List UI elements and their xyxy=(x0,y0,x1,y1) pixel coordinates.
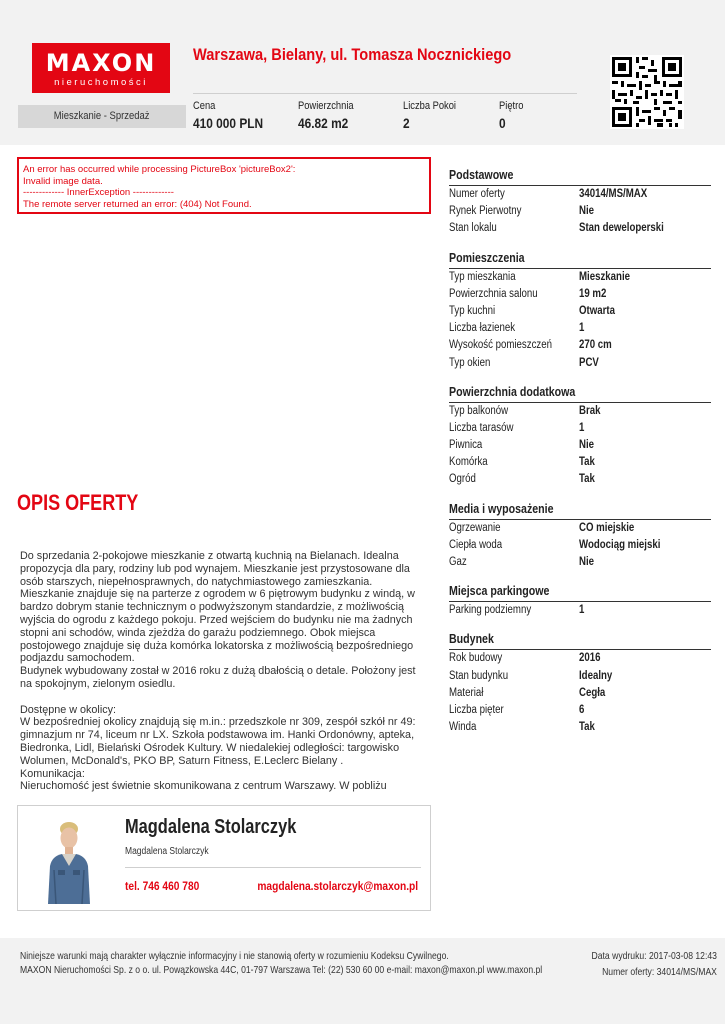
spec-row xyxy=(449,454,711,471)
spec-value: Tak xyxy=(579,456,595,469)
offer-heading: OPIS OFERTY xyxy=(17,490,139,515)
footer-meta xyxy=(564,949,717,979)
spec-section-title-text: Powierzchnia dodatkowa xyxy=(449,384,576,399)
agent-subtitle: Magdalena Stolarczyk xyxy=(125,846,209,857)
spec-row xyxy=(449,602,711,619)
spec-section-title xyxy=(449,385,711,403)
spec-value: 1 xyxy=(579,322,585,335)
spec-row xyxy=(449,320,711,337)
spec-value: PCV xyxy=(579,356,599,369)
logo-brand: MAXON xyxy=(45,49,157,77)
spec-row xyxy=(449,403,711,420)
spec-value: 19 m2 xyxy=(579,287,607,300)
maxon-logo[interactable] xyxy=(32,43,170,93)
fact-area xyxy=(298,100,363,131)
error-line: The remote server returned an error: (404) Not Found. xyxy=(23,198,252,210)
spec-value: Nie xyxy=(579,205,595,218)
footer-company-info: MAXON Nieruchomości Sp. z o o. ul. Powązkowska 44C, 01-797 Warszawa Tel: (22) 530 60 00 e-mail: maxon@maxon.pl www.maxon.pl xyxy=(20,964,543,976)
agent-photo xyxy=(40,814,98,904)
spec-row xyxy=(449,286,711,303)
spec-section-media xyxy=(449,502,711,572)
spec-row xyxy=(449,520,711,537)
fact-floor xyxy=(499,100,528,131)
spec-value: 6 xyxy=(579,703,585,716)
spec-key: Typ okien xyxy=(449,356,491,369)
spec-key: Typ kuchni xyxy=(449,304,496,317)
property-address: Warszawa, Bielany, ul. Tomasza Nocznickiego xyxy=(193,45,512,64)
spec-key: Rok budowy xyxy=(449,652,503,665)
spec-value: Cegła xyxy=(579,686,606,699)
spec-value: 270 cm xyxy=(579,339,612,352)
logo-subtitle: nieruchomości xyxy=(54,77,148,88)
spec-row xyxy=(449,220,711,237)
spec-value: 1 xyxy=(579,421,585,434)
fact-label: Piętro xyxy=(499,100,524,112)
spec-value: CO miejskie xyxy=(579,521,635,534)
fact-price xyxy=(193,100,276,131)
spec-section-title-text: Miejsca parkingowe xyxy=(449,584,550,599)
spec-key: Piwnica xyxy=(449,439,483,452)
spec-value: Otwarta xyxy=(579,304,615,317)
spec-value: Mieszkanie xyxy=(579,270,631,283)
spec-section-parking xyxy=(449,584,711,619)
spec-value: Wodociąg miejski xyxy=(579,538,661,551)
spec-key: Powierzchnia salonu xyxy=(449,287,538,300)
agent-email-link[interactable]: magdalena.stolarczyk@maxon.pl xyxy=(257,879,418,893)
spec-value: Stan deweloperski xyxy=(579,222,664,235)
spec-row xyxy=(449,337,711,354)
spec-section-title xyxy=(449,502,711,520)
spec-section-title-text: Podstawowe xyxy=(449,168,514,182)
agent-phone-link[interactable]: tel. 746 460 780 xyxy=(125,879,200,893)
spec-row xyxy=(449,303,711,320)
spec-key: Winda xyxy=(449,721,477,734)
spec-section-title-text: Media i wyposażenie xyxy=(449,501,554,516)
agent-name: Magdalena Stolarczyk xyxy=(125,816,297,838)
spec-value: Nie xyxy=(579,439,595,452)
spec-key: Ogród xyxy=(449,473,476,486)
fact-rooms xyxy=(403,100,465,131)
spec-key: Stan budynku xyxy=(449,669,509,682)
spec-row xyxy=(449,537,711,554)
spec-row xyxy=(449,269,711,286)
spec-value: 34014/MS/MAX xyxy=(579,188,648,200)
spec-key: Ogrzewanie xyxy=(449,521,501,534)
spec-row xyxy=(449,471,711,488)
spec-row xyxy=(449,203,711,220)
spec-section-title xyxy=(449,168,711,186)
spec-value: Nie xyxy=(579,556,595,568)
footer xyxy=(0,938,725,1024)
spec-row xyxy=(449,420,711,437)
spec-value: Tak xyxy=(579,473,595,486)
qr-code-icon xyxy=(610,55,684,129)
spec-key: Liczba pięter xyxy=(449,703,504,716)
spec-row xyxy=(449,186,711,203)
print-date: Data wydruku: 2017-03-08 12:43 xyxy=(591,950,717,962)
footer-legal xyxy=(20,949,542,977)
spec-row xyxy=(449,719,711,736)
spec-key: Liczba łazienek xyxy=(449,322,516,335)
spec-section-title-text: Pomieszczenia xyxy=(449,250,525,265)
spec-key: Ciepła woda xyxy=(449,538,503,551)
footer-disclaimer: Niniejsze warunki mają charakter wyłącznie informacyjny i nie stanowią oferty w rozumieniu Kodeksu Cywilnego. xyxy=(20,950,449,962)
spec-row xyxy=(449,685,711,702)
spec-row xyxy=(449,668,711,685)
spec-section-basic xyxy=(449,168,711,238)
fact-value: 0 xyxy=(499,115,506,131)
agent-card xyxy=(17,805,431,911)
spec-row xyxy=(449,437,711,454)
spec-section-title xyxy=(449,632,711,650)
spec-value: Brak xyxy=(579,404,601,417)
spec-section-extra-area xyxy=(449,385,711,489)
spec-section-building xyxy=(449,632,711,736)
spec-value: Idealny xyxy=(579,669,613,682)
spec-key: Stan lokalu xyxy=(449,222,497,235)
spec-key: Typ balkonów xyxy=(449,404,509,417)
spec-key: Rynek Pierwotny xyxy=(449,205,522,218)
spec-key: Numer oferty xyxy=(449,188,505,200)
spec-panel xyxy=(449,168,711,749)
error-line: ------------- InnerException ------------- xyxy=(23,187,174,198)
fact-label: Liczba Pokoi xyxy=(403,100,457,112)
fact-label: Cena xyxy=(193,100,216,112)
address-divider xyxy=(193,93,577,94)
footer-offer-number: Numer oferty: 34014/MS/MAX xyxy=(602,966,717,978)
error-line: Invalid image data. xyxy=(23,175,103,187)
spec-value: 2016 xyxy=(579,652,601,665)
fact-label: Powierzchnia xyxy=(298,100,354,112)
spec-row xyxy=(449,702,711,719)
fact-value: 46.82 m2 xyxy=(298,115,349,131)
spec-section-rooms xyxy=(449,251,711,372)
spec-key: Materiał xyxy=(449,686,484,699)
error-line: An error has occurred while processing PictureBox 'pictureBox2': xyxy=(23,164,296,175)
spec-row xyxy=(449,554,711,571)
spec-value: Tak xyxy=(579,721,595,734)
spec-key: Wysokość pomieszczeń xyxy=(449,339,552,352)
spec-row xyxy=(449,650,711,667)
agent-divider xyxy=(125,867,421,868)
spec-section-title xyxy=(449,251,711,269)
category-label: Mieszkanie - Sprzedaż xyxy=(54,110,150,122)
spec-section-title xyxy=(449,584,711,602)
category-badge xyxy=(18,105,186,128)
spec-key: Parking podziemny xyxy=(449,604,532,617)
spec-value: 1 xyxy=(579,604,585,617)
offer-description-text: Do sprzedania 2-pokojowe mieszkanie z otwartą kuchnią na Bielanach. Idealna propozycja dla pary, rodziny lub pod wynajem. Mieszkanie jest przystosowane dla osób starszych, niepełnosprawnych, do natychmiastowego zamieszkania. Mieszkanie znajduje się na parterze z ogrodem w 6 piętrowym budynku z windą, w bardzo dobrym stanie technicznym o podwyższonym standardzie, z możliwością wyjścia do ogrodu z każdego pokoju. Przed wejściem do budynku nie ma żadnych stopni ani schodów, winda zjeżdża do garażu podziemnego. Obok miejsca postojowego znajduje się duża komórka lokatorska z możliwością bezpośredniego podjazdu samochodem. Budynek wybudowany został w 2016 roku z dużą dbałością o detale. Położony jest na spokojnym, zielonym osiedlu. Dostępne w okolicy: W bezpośredniej okolicy znajdują się m.in.: przedszkole nr 309, zespół szkół nr 49: gimnazjum nr 74, liceum nr LX. Szkoła podstawowa im. Hanki Ordonówny, apteka, Biedronka, Lidl, Bielański Ośrodek Kultury. W niedalekiej odległości: targowisko Wolumen, McDonald's, PKO BP, Saturn Fitness, E.Leclerc Bielany . Komunikacja: Nieruchomość jest świetnie skomunikowana z centrum Warszawy. W pobliżu xyxy=(20,550,416,793)
offer-description xyxy=(20,550,430,793)
spec-section-title-text: Budynek xyxy=(449,632,494,647)
spec-key: Komórka xyxy=(449,456,488,469)
spec-row xyxy=(449,355,711,372)
spec-key: Gaz xyxy=(449,556,467,568)
fact-value: 410 000 PLN xyxy=(193,115,264,131)
image-error-box xyxy=(17,157,431,214)
spec-key: Liczba tarasów xyxy=(449,421,514,434)
spec-key: Typ mieszkania xyxy=(449,270,516,283)
fact-value: 2 xyxy=(403,115,410,131)
